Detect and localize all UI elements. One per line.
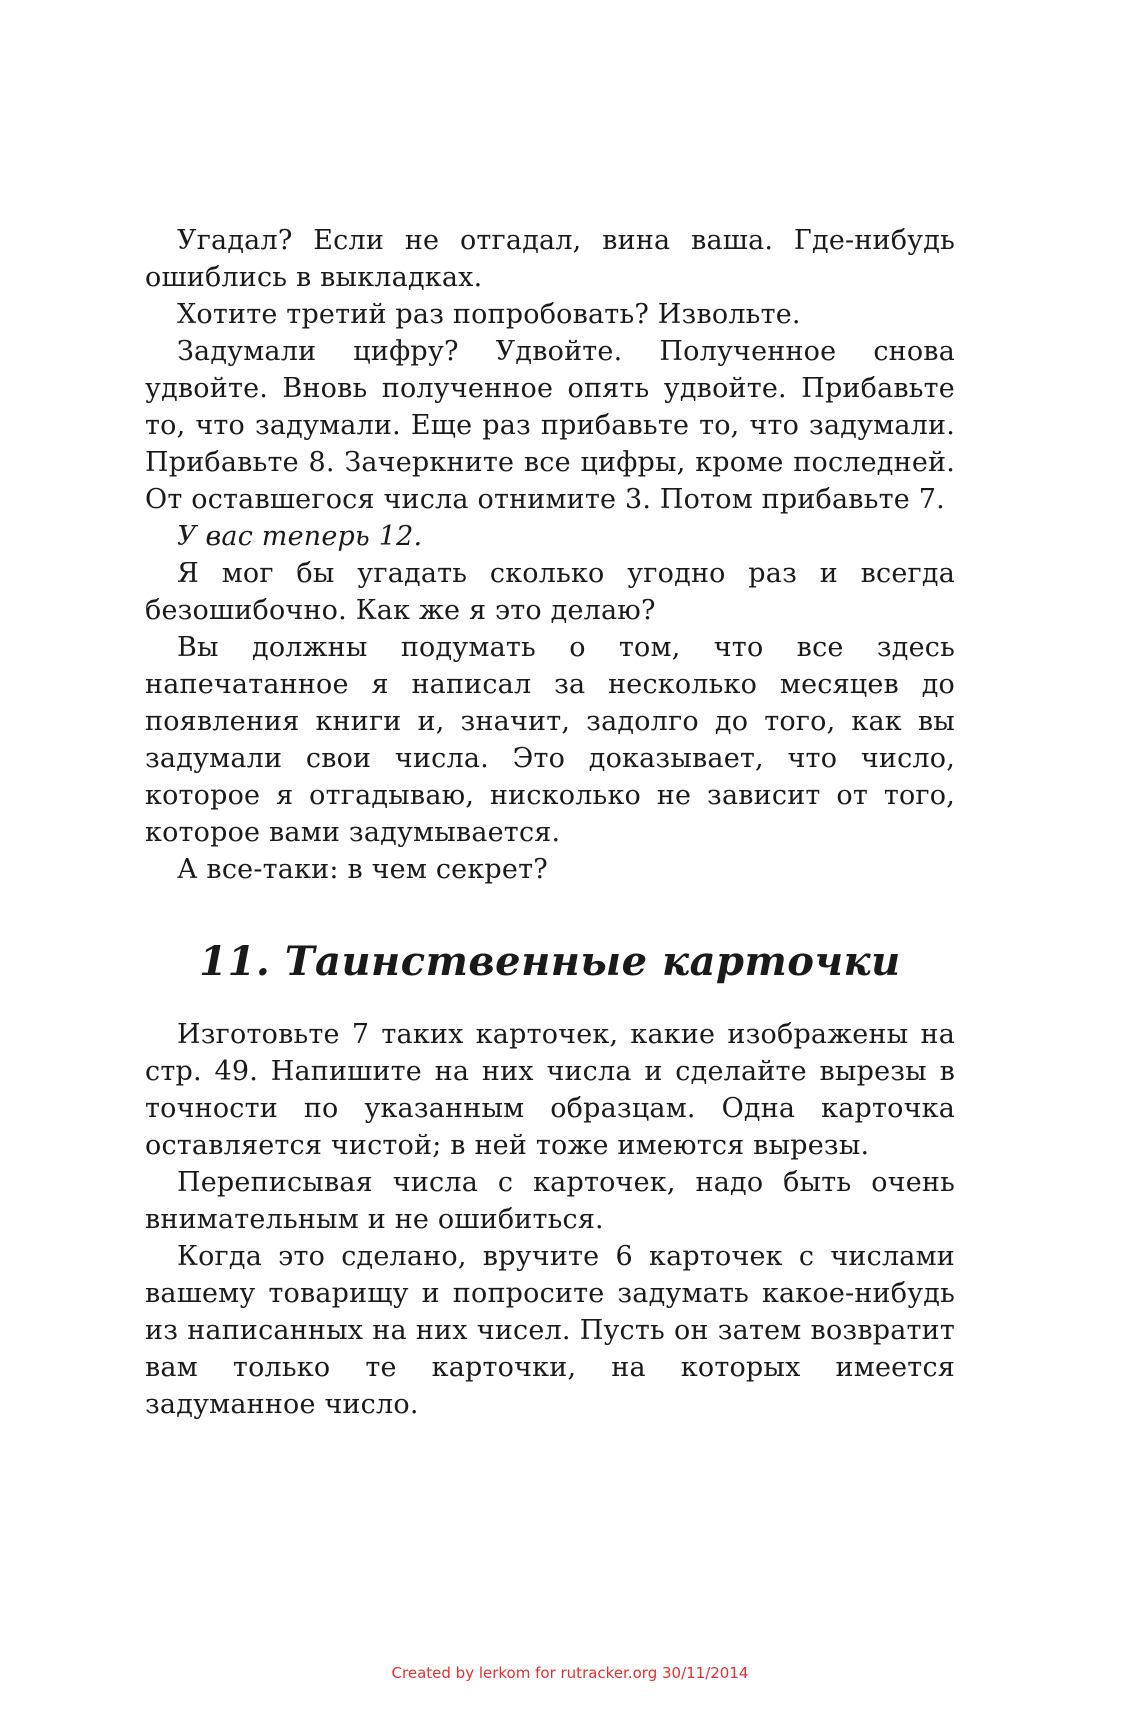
section-heading: 11. Таинственные карточки: [199, 938, 901, 985]
paragraph-italic: У вас теперь 12.: [177, 521, 423, 552]
section-two: [145, 1016, 955, 1423]
paragraph: Я мог бы угадать сколько угодно раз и всегда безошибочно. Как же я это делаю?: [145, 558, 955, 626]
watermark-footer: Created by lerkom for rutracker.org 30/11/2014: [391, 1664, 749, 1682]
paragraph: Переписывая числа с карточек, надо быть очень внимательным и не ошибиться.: [145, 1167, 955, 1235]
paragraph: А все-таки: в чем секрет?: [177, 854, 548, 885]
page-body: [145, 222, 955, 1423]
paragraph: Угадал? Если не отгадал, вина ваша. Где-нибудь ошиблись в выкладках.: [145, 225, 955, 293]
section-one: [145, 222, 955, 888]
paragraph: Изготовьте 7 таких карточек, какие изображены на стр. 49. Напишите на них числа и сделайте вырезы в точности по указанным образцам. Одна карточка оставляется чистой; в ней тоже имеются вырезы.: [145, 1019, 955, 1161]
paragraph: Когда это сделано, вручите 6 карточек с числами вашему товарищу и попросите задумать какое-нибудь из написанных на них чисел. Пусть он затем возвратит вам только те карточки, на которых имеется задуманное число.: [145, 1241, 955, 1420]
paragraph: Задумали цифру? Удвойте. Полученное снова удвойте. Вновь полученное опять удвойте. Прибавьте то, что задумали. Еще раз прибавьте то, что задумали. Прибавьте 8. Зачеркните все цифры, кроме последней. От оставшегося числа отнимите 3. Потом прибавьте 7.: [145, 336, 955, 515]
paragraph: Хотите третий раз попробовать? Извольте.: [177, 299, 801, 330]
paragraph: Вы должны подумать о том, что все здесь напечатанное я написал за несколько месяцев до появления книги и, значит, задолго до того, как вы задумали свои числа. Это доказывает, что число, которое я отгадываю, нисколько не зависит от того, которое вами задумывается.: [145, 632, 955, 848]
